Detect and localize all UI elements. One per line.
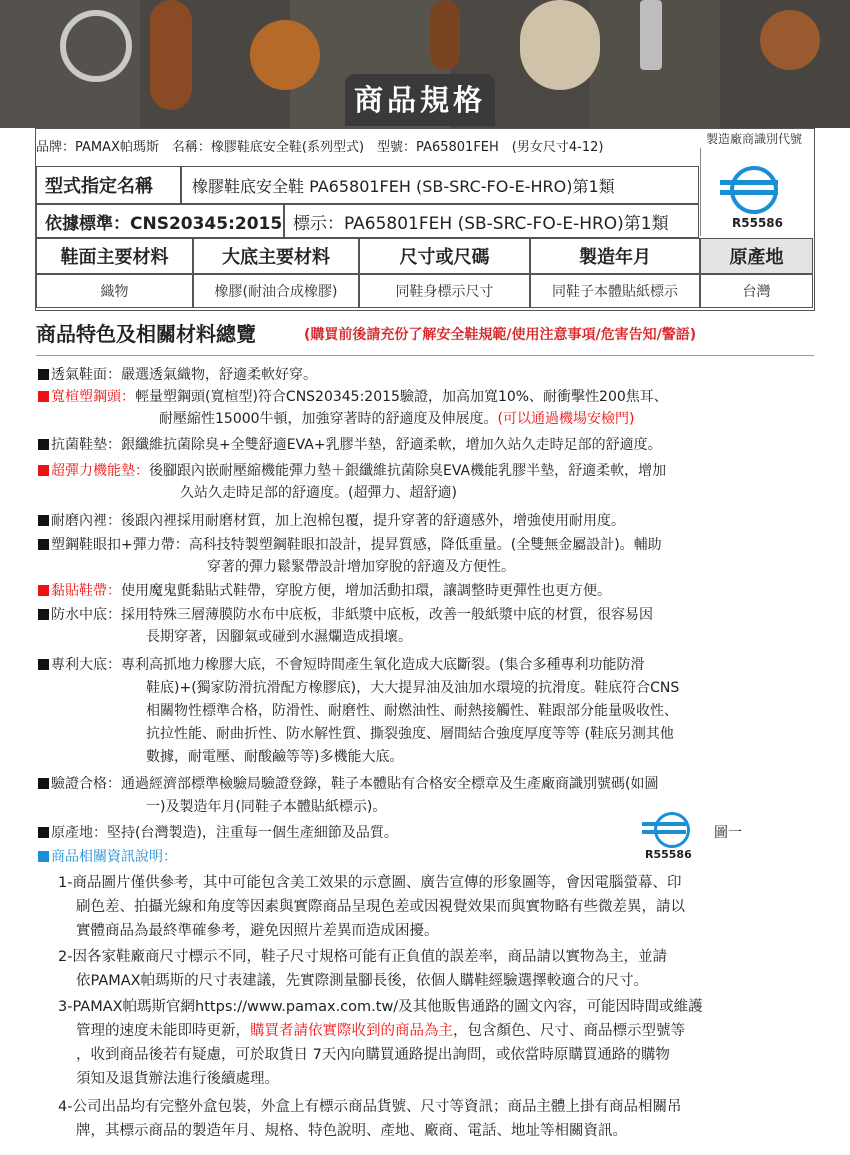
marking-label: 標示：PA65801FEH (SB-SRC-FO-E-HRO)第1類	[293, 213, 669, 234]
spool-icon	[760, 10, 820, 70]
header-size: 尺寸或尺碼	[359, 238, 530, 274]
feature-certified: 驗證合格：通過經濟部標準檢驗局驗證登錄，鞋子本體貼有合格安全標章及生產廠商識別號碼(如圖	[38, 773, 658, 795]
bullet-icon	[38, 539, 49, 550]
value-upper: 織物	[36, 274, 193, 308]
value-date: 同鞋子本體貼紙標示	[530, 274, 700, 308]
feature-origin: 原產地：堅持(台灣製造)，注重每一個生產細節及品質。	[38, 822, 398, 844]
bullet-icon	[38, 609, 49, 620]
bullet-icon	[38, 465, 49, 476]
header-sole: 大底主要材料	[193, 238, 359, 274]
certification-bar	[720, 180, 778, 185]
feature-toecap-line2: 耐壓縮性15000牛頓，加強穿著時的舒適度及伸展度。(可以通過機場安檢門)	[159, 411, 635, 427]
figure-code: R55586	[645, 848, 692, 861]
feature-insole: 抗菌鞋墊：銀纖維抗菌除臭+全雙舒適EVA+乳膠半墊，舒適柔軟，增加久站久走時足部的舒適度。	[38, 434, 662, 456]
note-4-line1: 4-公司出品均有完整外盒包裝，外盒上有標示商品貨號、尺寸等資訊；商品主體上掛有商品相關吊	[58, 1099, 682, 1115]
note-3-line4: 須知及退貨辦法進行後續處理。	[76, 1071, 279, 1087]
thread-icon	[520, 0, 600, 90]
feature-outsole-line2: 鞋底)+(獨家防滑抗滑配方橡膠底)，大大提昇油及油加水環境的抗滑度。鞋底符合CNS	[146, 680, 680, 696]
mfg-id-label: 製造廠商識別代號	[705, 132, 802, 146]
feature-elastic-pad: 超彈力機能墊：後腳跟內嵌耐壓縮機能彈力墊＋銀纖維抗菌除臭EVA機能乳膠半墊，舒適柔軟，增加	[38, 460, 666, 482]
note-4-line2: 牌，其標示商品的製造年月、規格、特色說明、產地、廠商、電話、地址等相關資訊。	[76, 1123, 627, 1139]
note-3-line1: 3-PAMAX帕瑪斯官網https://www.pamax.com.tw/及其他販售通路的圖文內容，可能因時間或維護	[58, 999, 703, 1015]
feature-velcro: 黏貼鞋帶：使用魔鬼氈黏貼式鞋帶，穿脫方便，增加活動扣環，讓調整時更彈性也更方便。	[38, 580, 611, 602]
handle-icon	[150, 0, 192, 110]
info-title: 商品相關資訊說明：	[38, 846, 177, 868]
feature-toecap: 寬楦塑鋼頭：輕量塑鋼頭(寬楦型)符合CNS20345:2015驗證，加高加寬10%、耐衝擊性200焦耳、	[38, 386, 668, 408]
certification-bar	[642, 830, 686, 834]
type-label: 型式指定名稱	[45, 176, 153, 197]
value-sole: 橡膠(耐油合成橡膠)	[193, 274, 359, 308]
license-code: R55586	[732, 216, 783, 230]
feature-outsole-line4: 抗拉性能、耐曲折性、防水解性質、撕裂強度、層間結合強度厚度等等 (鞋底另測其他	[146, 726, 674, 742]
value-size: 同鞋身標示尺寸	[359, 274, 530, 308]
fork-icon	[640, 0, 662, 70]
header-upper: 鞋面主要材料	[36, 238, 193, 274]
type-value: 橡膠鞋底安全鞋 PA65801FEH (SB-SRC-FO-E-HRO)第1類	[192, 176, 615, 196]
note-1-line2: 刷色差、拍攝光線和角度等因素與實際商品呈現色差或因視覺效果而與實物略有些微差異，請以	[76, 899, 685, 915]
header-banner	[0, 0, 850, 128]
bullet-icon	[38, 439, 49, 450]
handle-icon	[430, 0, 460, 70]
marking-cell	[284, 204, 699, 238]
bullet-icon	[38, 659, 49, 670]
divider	[36, 355, 814, 356]
header-date: 製造年月	[530, 238, 700, 274]
type-label-cell	[36, 166, 181, 204]
feature-midsole: 防水中底：採用特殊三層薄膜防水布中底板，非紙漿中底板，改善一般紙漿中底的材質，很容易因	[38, 604, 653, 626]
feature-breathable: 透氣鞋面：嚴選透氣織物，舒適柔軟好穿。	[38, 364, 317, 386]
bullet-icon	[38, 851, 49, 862]
bullet-icon	[38, 585, 49, 596]
bullet-icon	[38, 827, 49, 838]
type-value-cell	[181, 166, 699, 204]
feature-outsole-line3: 相關物性標準合格，防滑性、耐磨性、耐燃油性、耐熱接觸性、鞋跟部分能量吸收性、	[146, 703, 678, 719]
note-2-line2: 依PAMAX帕瑪斯的尺寸表建議，先實際測量腳長後，依個人購鞋經驗選擇較適合的尺寸。	[76, 973, 649, 989]
feature-elastic-pad-line2: 久站久走時足部的舒適度。(超彈力、超舒適)	[180, 485, 457, 501]
bullet-icon	[38, 515, 49, 526]
feature-eyelet: 塑鋼鞋眼扣+彈力帶：高科技特製塑鋼鞋眼扣設計，提昇質感，降低重量。(全雙無金屬設計)。輔助	[38, 534, 662, 556]
feature-outsole-line5: 數據，耐電壓、耐酸鹼等等)多機能大底。	[146, 749, 404, 765]
certification-bar	[720, 190, 778, 195]
note-3-line2: 管理的速度未能即時更新，購買者請依實際收到的商品為主，包含顏色、尺寸、商品標示型號等	[76, 1023, 685, 1039]
feature-lining: 耐磨內裡：後跟內裡採用耐磨材質，加上泡棉包覆，提升穿著的舒適感外，增強使用耐用度。	[38, 510, 625, 532]
product-info-line: 品牌：PAMAX帕瑪斯 名稱：橡膠鞋底安全鞋(系列型式) 型號：PA65801FEH (男女尺寸4-12)	[36, 140, 604, 155]
feature-outsole: 專利大底：專利高抓地力橡膠大底，不會短時間產生氧化造成大底斷裂。(集合多種專利功能防滑	[38, 654, 644, 676]
value-origin: 台灣	[700, 274, 813, 308]
bullet-icon	[38, 778, 49, 789]
features-warning: (購買前後請充份了解安全鞋規範/使用注意事項/危害告知/警語)	[304, 327, 697, 343]
standard-cell	[36, 204, 284, 238]
feature-midsole-line2: 長期穿著，因腳氣或碰到水濕爛造成損壞。	[146, 629, 412, 645]
note-1-line3: 實體商品為最終準確參考，避免因照片差異而造成困擾。	[76, 923, 439, 939]
bullet-icon	[38, 391, 49, 402]
note-1-line1: 1-商品圖片僅供參考，其中可能包含美工效果的示意圖、廣告宣傳的形象圖等，會因電腦螢幕、印	[58, 875, 682, 891]
bullet-icon	[38, 369, 49, 380]
standard-label: 依據標準：CNS20345:2015	[45, 213, 283, 234]
header-origin: 原產地	[700, 238, 813, 274]
features-title: 商品特色及相關材料總覽	[36, 322, 256, 346]
certification-bar	[642, 822, 686, 826]
figure-label: 圖一	[714, 825, 742, 841]
scissors-icon	[60, 10, 132, 82]
note-2-line1: 2-因各家鞋廠商尺寸標示不同，鞋子尺寸規格可能有正負值的誤差率，商品請以實物為主，並請	[58, 949, 667, 965]
feature-eyelet-line2: 穿著的彈力鬆緊帶設計增加穿脫的舒適及方便性。	[207, 559, 515, 575]
page-title: 商品規格	[345, 74, 495, 126]
note-3-line3: ，收到商品後若有疑慮，可於取貨日 7天內向購買通路提出詢問，或依當時原購買通路的購物	[76, 1047, 670, 1063]
spool-icon	[250, 20, 320, 90]
feature-certified-line2: 一)及製造年月(同鞋子本體貼紙標示)。	[146, 799, 387, 815]
